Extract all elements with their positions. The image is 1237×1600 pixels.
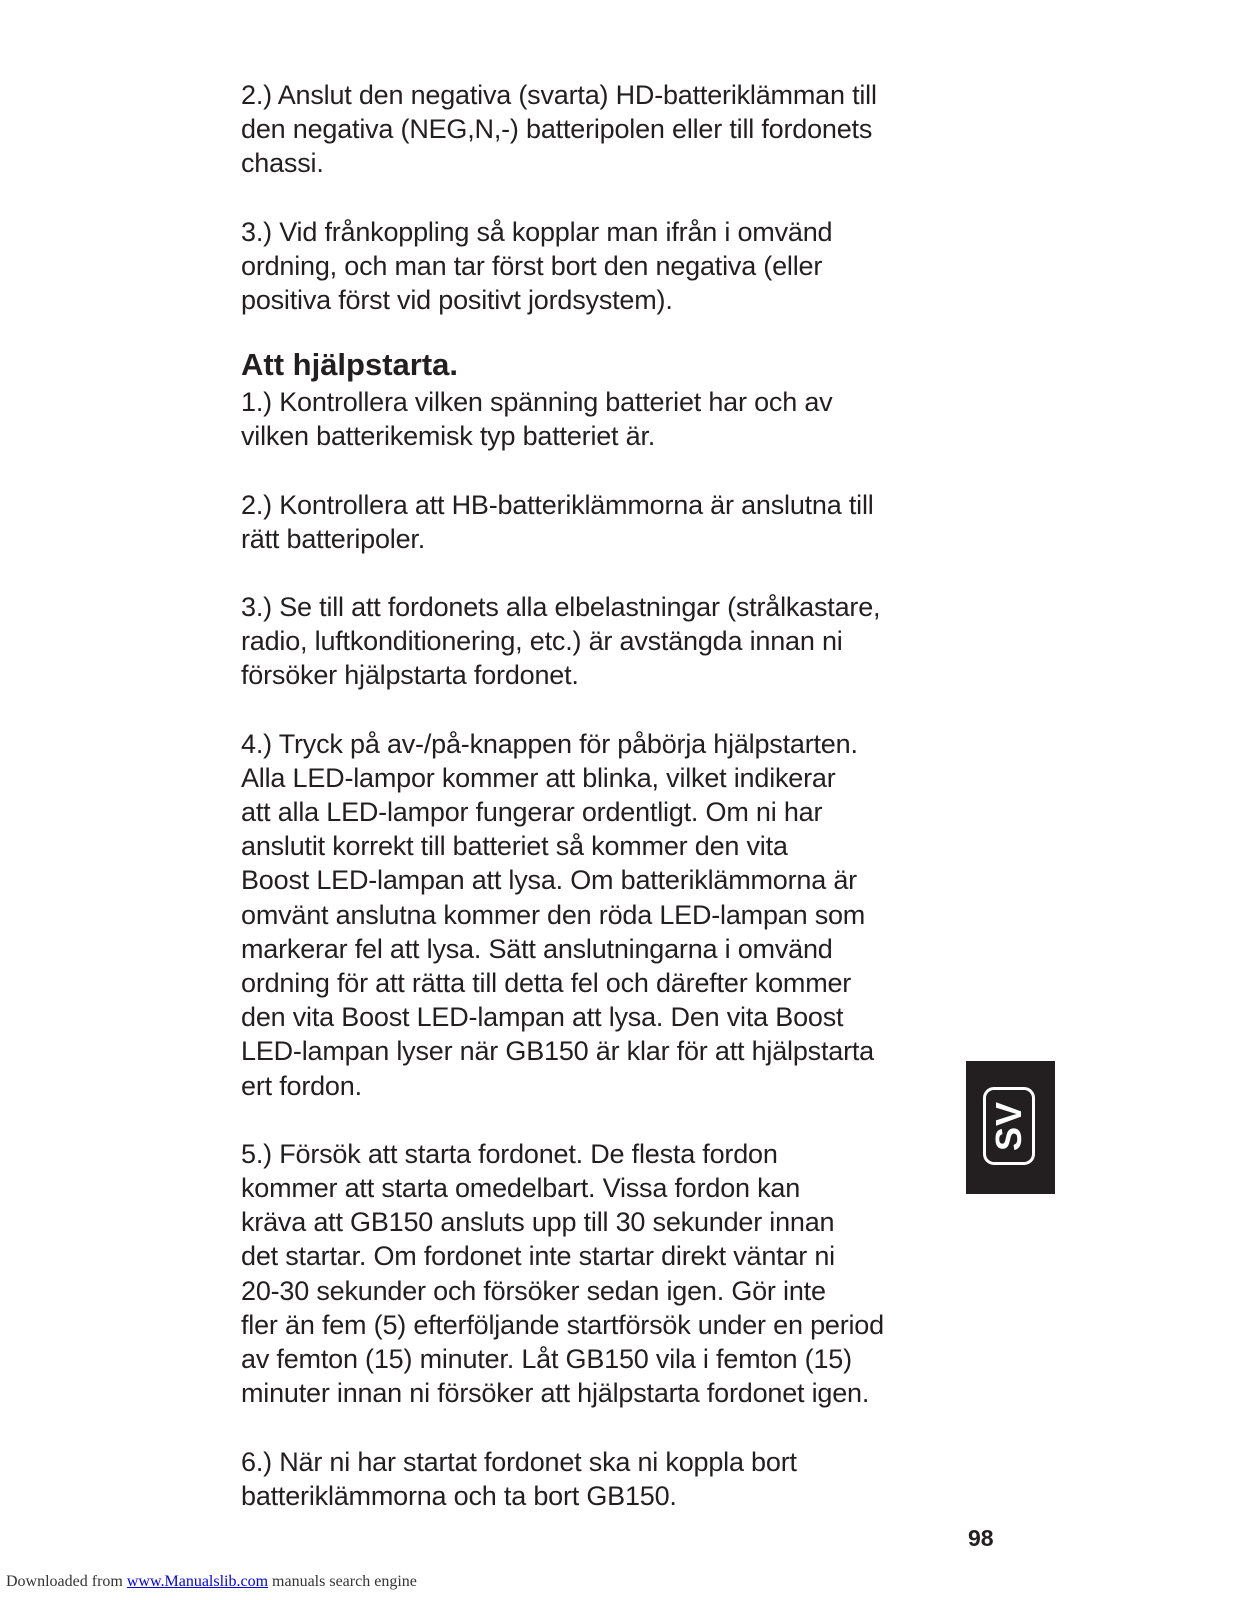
paragraph-jumpstart-step-5: 5.) Försök att starta fordonet. De flesta fordon kommer att starta omedelbart. Vissa fordon kan kräva att GB150 ansluts upp till 30 sekunder innan det startar. Om fordonet inte startar direkt väntar ni 20-30 sekunder och försöker sedan igen. Gör inte fler än fem (5) efterföljande startförsök under en period av femton (15) minuter. Låt GB150 vila i femton (15) minuter innan ni försöker att hjälpstarta fordonet igen.: [241, 1138, 884, 1409]
paragraph-jumpstart-step-3: 3.) Se till att fordonets alla elbelastningar (strålkastare, radio, luftkonditionering, etc.) är avstängda innan ni försöker hjälpstarta fordonet.: [241, 592, 881, 691]
paragraph-jumpstart-step-4: 4.) Tryck på av-/på-knappen för påbörja hjälpstarten. Alla LED-lampor kommer att blinka, vilket indikerar att alla LED-lampor fungerar ordentligt. Om ni har anslutit korrekt till batteriet så kommer den vita Boost LED-lampan att lysa. Om batteriklämmorna är omvänt anslutna kommer den röda LED-lampan som markerar fel att lysa. Sätt anslutningarna i omvänd ordning för att rätta till detta fel och därefter kommer den vita Boost LED-lampan att lysa. Den vita Boost LED-lampan lyser när GB150 är klar för att hjälpstarta ert fordon.: [241, 728, 874, 1101]
download-footer: [6, 1573, 417, 1591]
paragraph-jumpstart-step-6: 6.) När ni har startat fordonet ska ni koppla bort batteriklämmorna och ta bort GB150.: [241, 1446, 797, 1511]
page-content: [241, 78, 941, 1547]
paragraph-step-2-connect-negative: 2.) Anslut den negativa (svarta) HD-batteriklämman till den negativa (NEG,N,-) batteripolen eller till fordonets chassi.: [241, 80, 877, 179]
paragraph-step-3-disconnect: 3.) Vid frånkoppling så kopplar man ifrån i omvänd ordning, och man tar först bort den negativa (eller positiva först vid positivt jordsystem).: [241, 216, 833, 316]
paragraph-jumpstart-step-2: 2.) Kontrollera att HB-batteriklämmorna är anslutna till rätt batteripoler.: [241, 489, 874, 554]
language-code: SV: [988, 1100, 1029, 1152]
section-heading: Att hjälpstarta.: [241, 347, 459, 383]
footer-link[interactable]: www.Manualslib.com: [126, 1573, 269, 1590]
language-badge: [983, 1087, 1035, 1165]
page-number: 98: [968, 1525, 994, 1551]
footer-suffix: manuals search engine: [268, 1573, 417, 1590]
footer-prefix: Downloaded from: [6, 1573, 127, 1590]
paragraph-jumpstart-step-1: 1.) Kontrollera vilken spänning batteriet har och av vilken batterikemisk typ batteriet är.: [241, 387, 833, 452]
language-tab: [966, 1061, 1055, 1194]
